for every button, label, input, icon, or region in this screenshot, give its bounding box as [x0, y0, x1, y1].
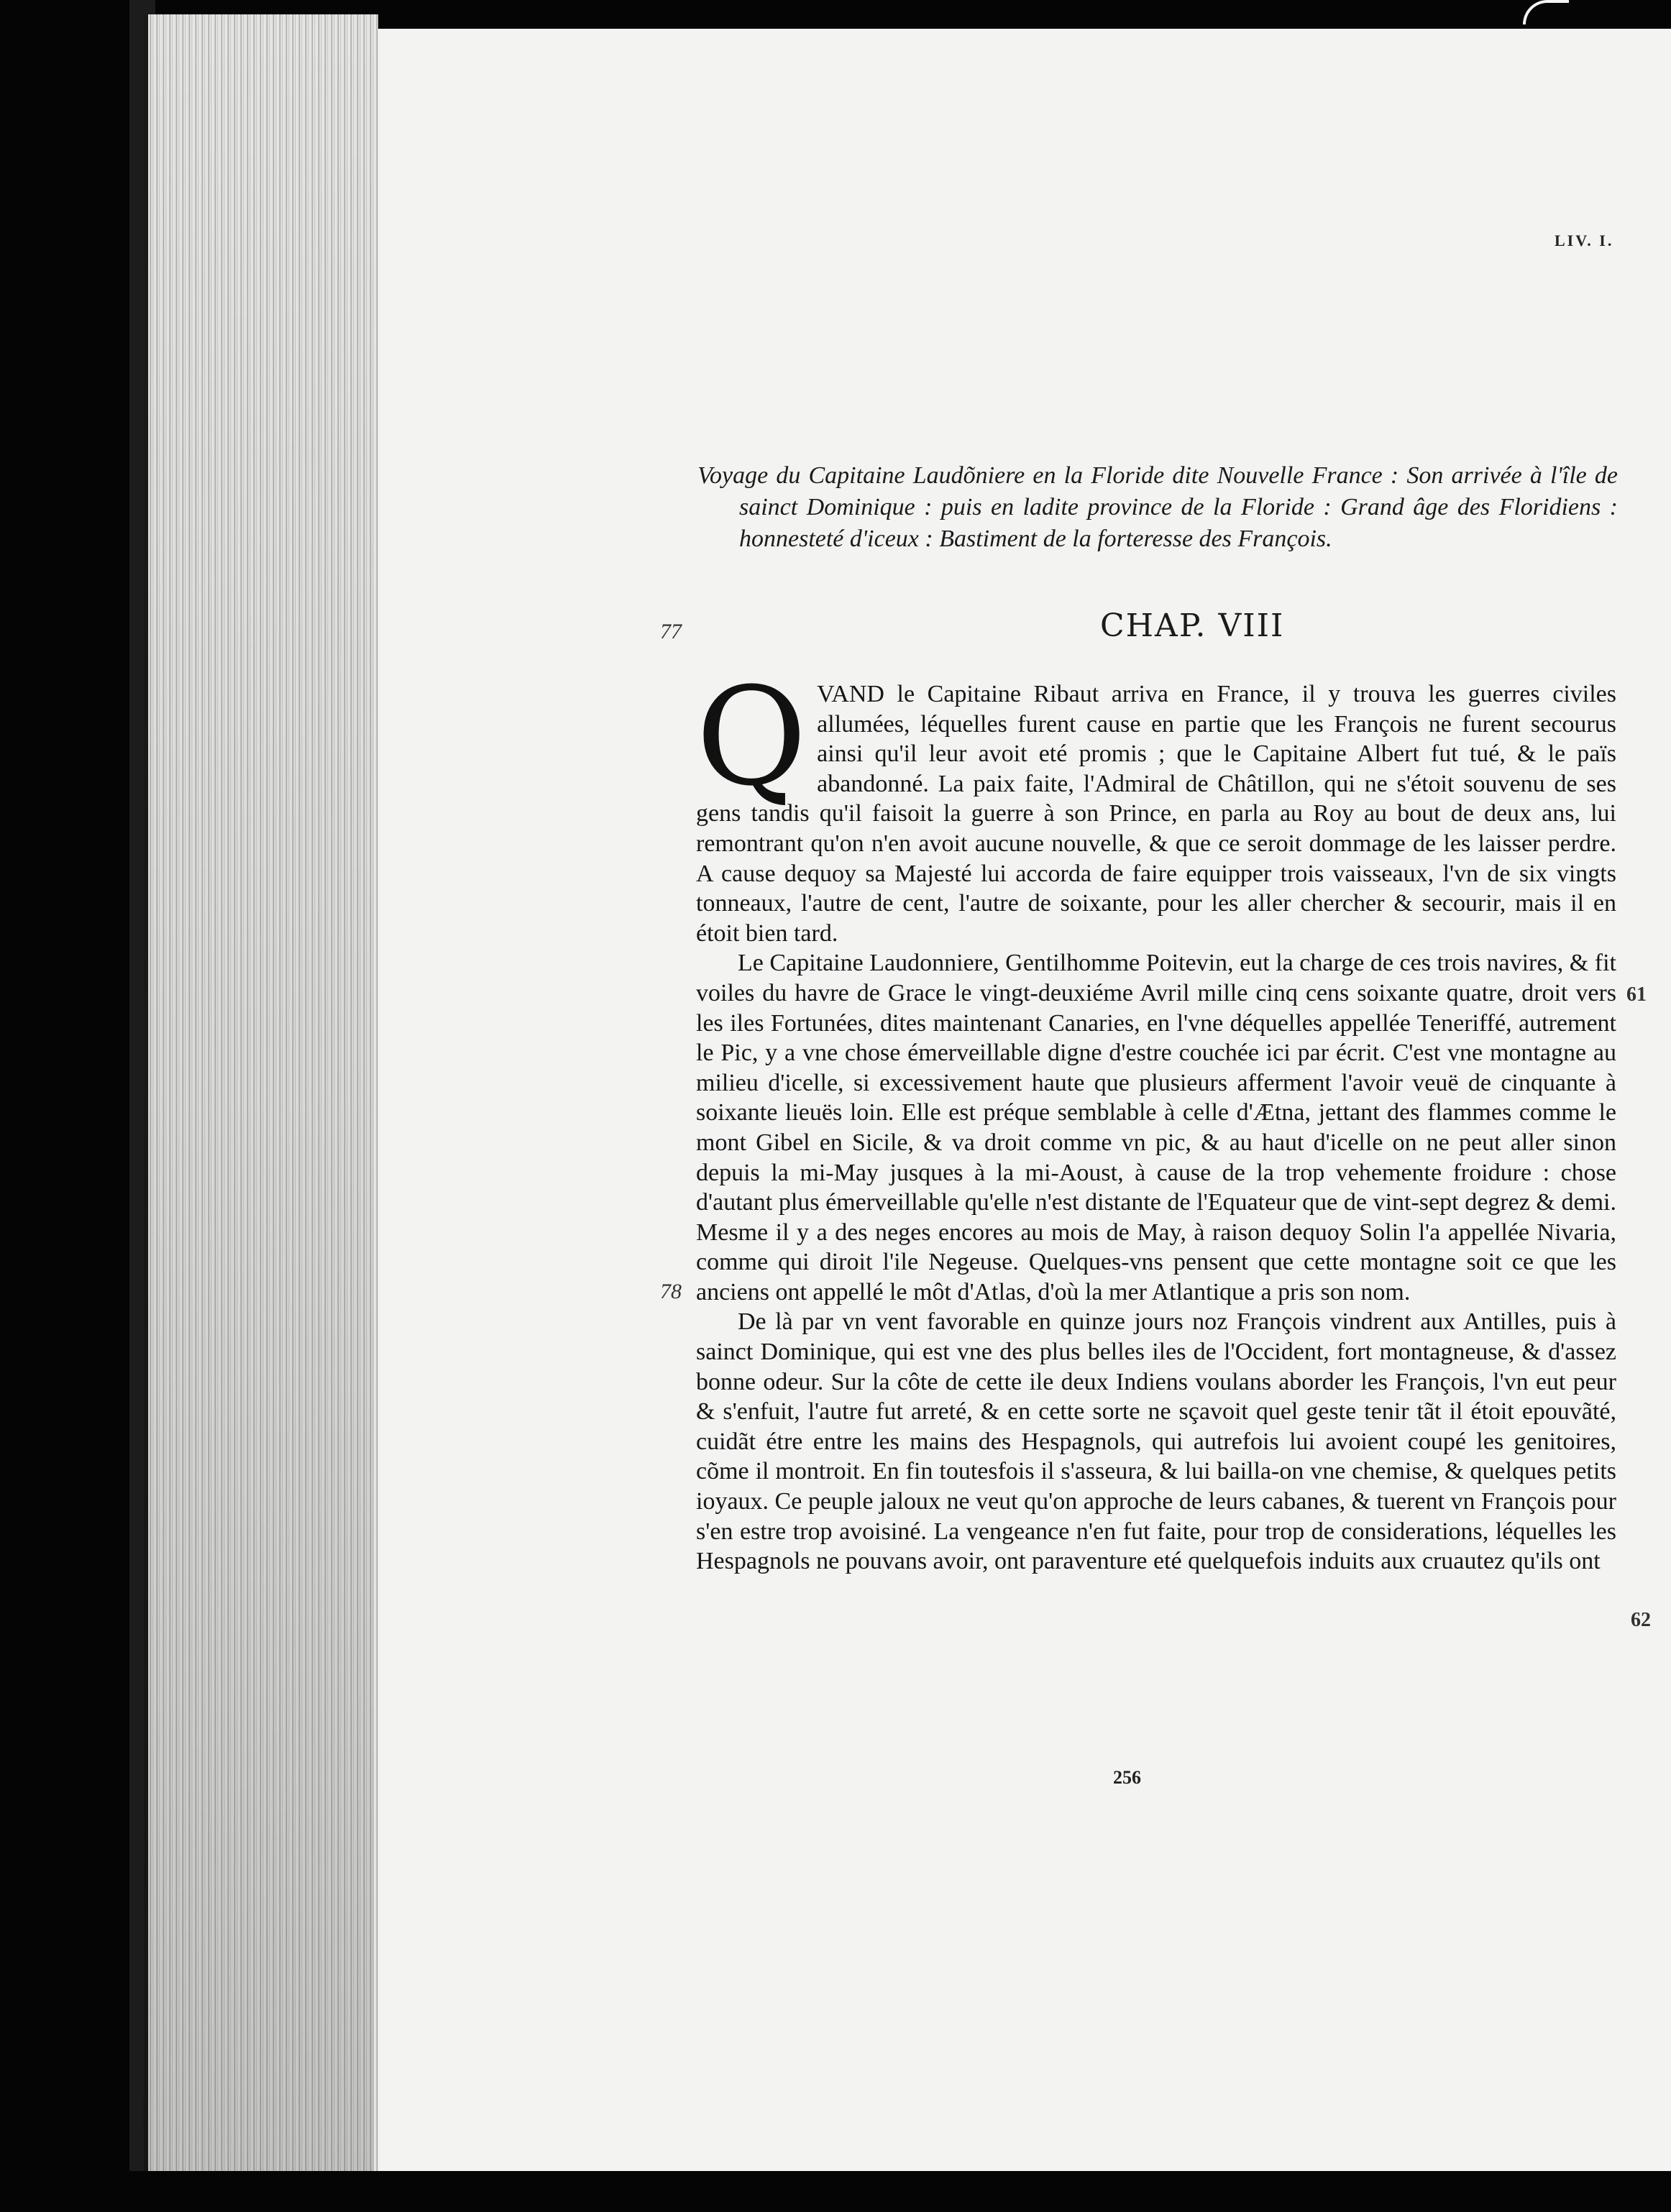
- background-bottom: [0, 2171, 1671, 2212]
- margin-number-61: 61: [1626, 983, 1647, 1006]
- page-stack-shadow: [144, 14, 374, 2193]
- margin-number-78: 78: [660, 1280, 682, 1303]
- running-head: LIV. I.: [1555, 231, 1614, 249]
- drop-cap: Q: [696, 658, 807, 816]
- chapter-summary: Voyage du Capitaine Laudõniere en la Floride dite Nouvelle France : Son arrivée à l'île de sainct Dominique : puis en ladite province de la Floride : Grand âge des Floridiens : honnesteté d'iceux : Bastiment de la forteresse des François.: [697, 462, 1618, 552]
- margin-number-77: 77: [660, 620, 682, 643]
- paragraph-1-text: VAND le Capitaine Ribaut arriva en France, il y trouva les guerres civiles allumées, léquelles furent cause en partie que les François ne furent secourus ainsi qu'il leur avoit eté promis ; que le Capitaine Albert fut tué, & le païs abandonné. La paix faite, l'Admiral de Châtillon, qui ne s'étoit souvenu de ses gens tandis qu'il faisoit la guerre à son Prince, en parla au Roy au bout de deux ans, lui remontrant qu'on n'en avoit aucune nouvelle, & que ce seroit dommage de les laisser perdre. A cause dequoy sa Majesté lui accorda de faire equipper trois vaisseaux, l'vn de six vingts tonneaux, l'autre de cent, l'autre de soixante, pour les aller chercher & secourir, mais il en étoit bien tard.: [696, 681, 1616, 947]
- page-number: 256: [1113, 1767, 1141, 1788]
- paragraph-2: Le Capitaine Laudonniere, Gentilhomme Poitevin, eut la charge de ces trois navires, & fit voiles du havre de Grace le vingt-deuxiéme Avril mille cinq cens soixante quatre, droit vers les iles Fortunées, dites maintenant Canaries, en l'vne déquelles appellée Teneriffé, autrement le Pic, y a vne chose émerveillable digne d'estre couchée ici par écrit. C'est vne montagne au milieu d'icelle, si excessivement haute que plusieurs afferment l'avoir veuë de cinquante à soixante lieuës loin. Elle est préque semblable à celle d'Ætna, jettant des flammes comme le mont Gibel en Sicile, & va droit comme vn pic, & au haut d'icelle on ne peut aller sinon depuis la mi-May jusques à la mi-Aoust, à cause de la trop vehemente froidure : chose d'autant plus émerveillable qu'elle n'est distante de l'Equateur que de vint-sept degrez & demi. Mesme il y a des neges encores au mois de May, à raison dequoy Solin l'a appellée Nivaria, comme qui diroit l'ile Negeuse. Quelques-vns pensent que cette montagne soit ce que les anciens ont appellé le môt d'Atlas, d'où la mer Atlantique a pris son nom.: [696, 950, 1616, 1305]
- corner-curl: [1523, 0, 1569, 24]
- paragraph-1: [696, 658, 1616, 948]
- chapter-title: CHAP. VIII: [1100, 607, 1285, 644]
- chapter-body: [696, 658, 1616, 1577]
- paragraph-3: De là par vn vent favorable en quinze jours noz François vindrent aux Antilles, puis à sainct Dominique, qui est vne des plus belles iles de l'Occident, fort montagneuse, & d'assez bonne odeur. Sur la côte de cette ile deux Indiens voulans aborder les François, l'vn eut peur & s'enfuit, l'autre fut arreté, & en cette sorte ne sçavoit quel geste tenir tãt il étoit epouvãté, cuidãt étre entre les mains des Hespagnols, qui autrefois lui avoient coupé les genitoires, cõme il montroit. En fin toutesfois il s'asseura, & lui bailla-on vne chemise, & quelques petits ioyaux. Ce peuple jaloux ne veut qu'on approche de leurs cabanes, & tuerent vn François pour s'en estre trop avoisiné. La vengeance n'en fut faite, pour trop de considerations, léquelles les Hespagnols ne pouvans avoir, ont paraventure eté quelquefois induits aux cruautez qu'ils ont: [696, 1308, 1616, 1575]
- margin-number-62: 62: [1631, 1609, 1651, 1631]
